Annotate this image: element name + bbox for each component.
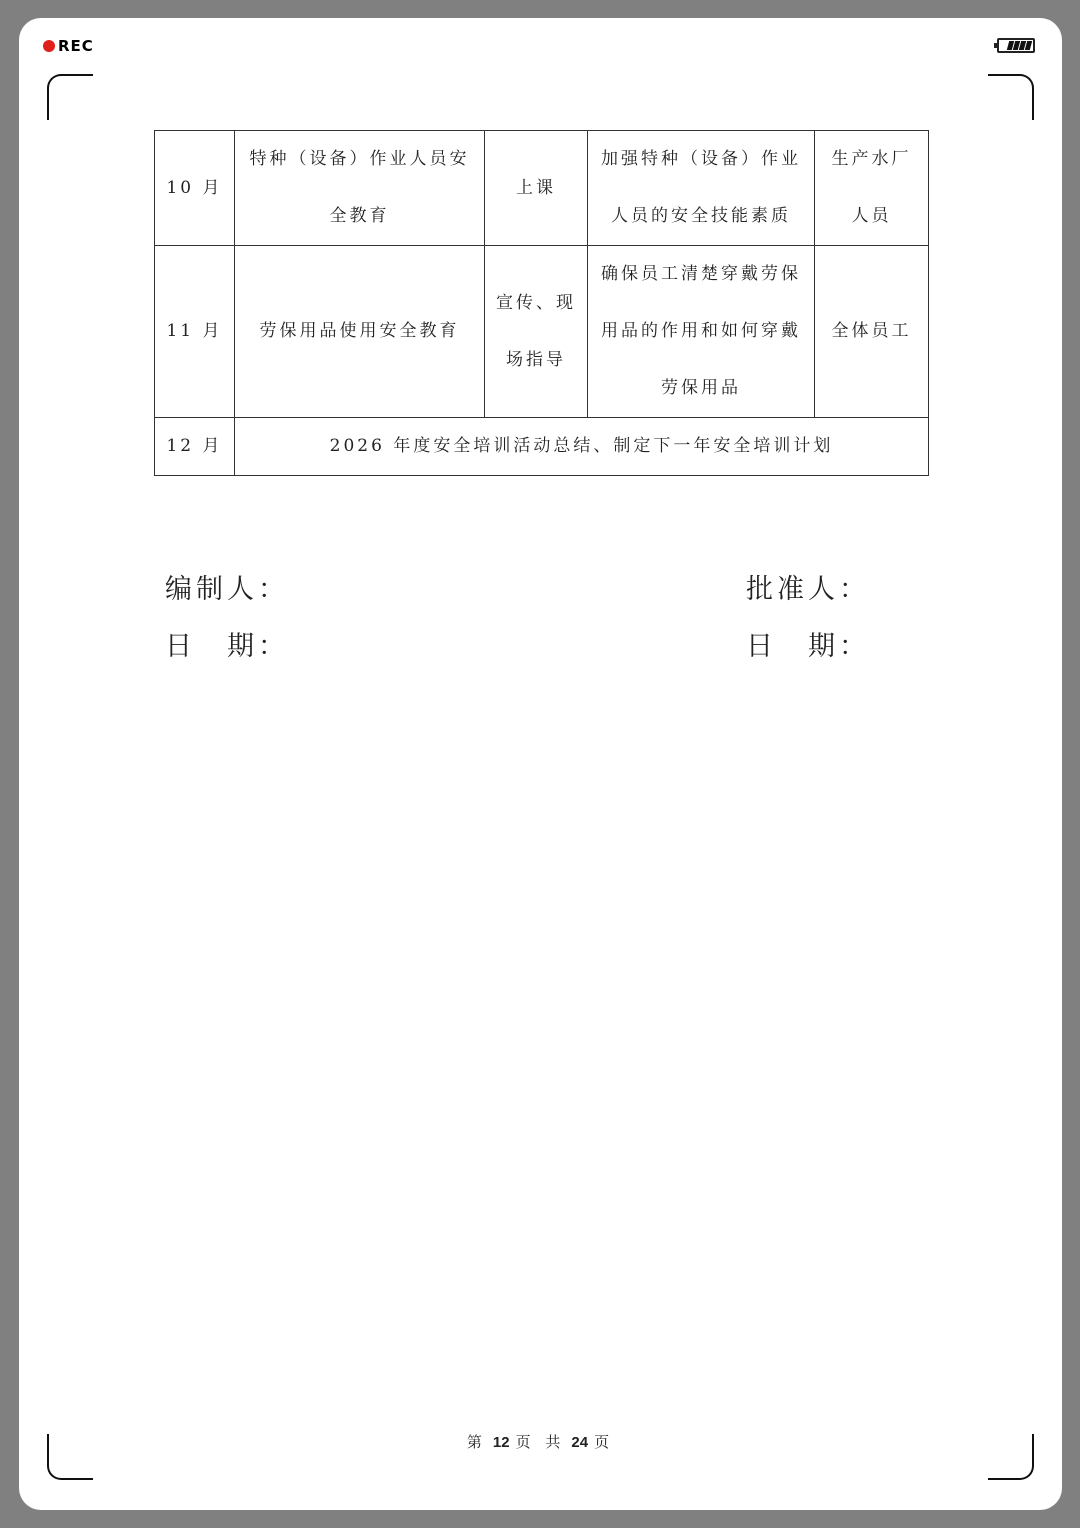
audience-cell: 生产水厂人员	[815, 131, 929, 246]
training-plan-table	[154, 130, 929, 476]
month-cell: 11 月	[155, 246, 235, 418]
month-cell: 12 月	[155, 418, 235, 476]
approver-label: 批准人：	[746, 574, 870, 605]
footer-middle: 页 共	[515, 1433, 566, 1451]
method-cell: 宣传、现场指导	[485, 246, 588, 418]
approver-date-label: 日 期：	[746, 631, 870, 662]
topic-cell: 劳保用品使用安全教育	[235, 246, 485, 418]
purpose-cell: 加强特种（设备）作业人员的安全技能素质	[588, 131, 815, 246]
document-page	[19, 18, 1062, 1510]
rec-label: REC	[58, 37, 94, 55]
total-pages-number: 24	[571, 1434, 589, 1451]
frame-corner-top-right	[988, 74, 1034, 120]
record-dot-icon	[43, 40, 55, 52]
frame-corner-top-left	[47, 74, 93, 120]
current-page-number: 12	[492, 1434, 510, 1451]
compiler-label: 编制人：	[165, 574, 289, 605]
compiler-date-label: 日 期：	[165, 631, 289, 662]
topic-cell: 特种（设备）作业人员安全教育	[235, 131, 485, 246]
footer-suffix: 页	[594, 1433, 615, 1451]
method-cell: 上课	[485, 131, 588, 246]
footer-prefix: 第	[466, 1433, 487, 1451]
recording-indicator	[43, 37, 94, 55]
audience-cell: 全体员工	[815, 246, 929, 418]
summary-cell: 2026 年度安全培训活动总结、制定下一年安全培训计划	[235, 418, 929, 476]
table-row	[155, 246, 929, 418]
purpose-cell: 确保员工清楚穿戴劳保用品的作用和如何穿戴劳保用品	[588, 246, 815, 418]
month-cell: 10 月	[155, 131, 235, 246]
battery-icon	[997, 38, 1035, 53]
table-row	[155, 418, 929, 476]
table-row	[155, 131, 929, 246]
page-number-footer	[19, 1431, 1062, 1452]
